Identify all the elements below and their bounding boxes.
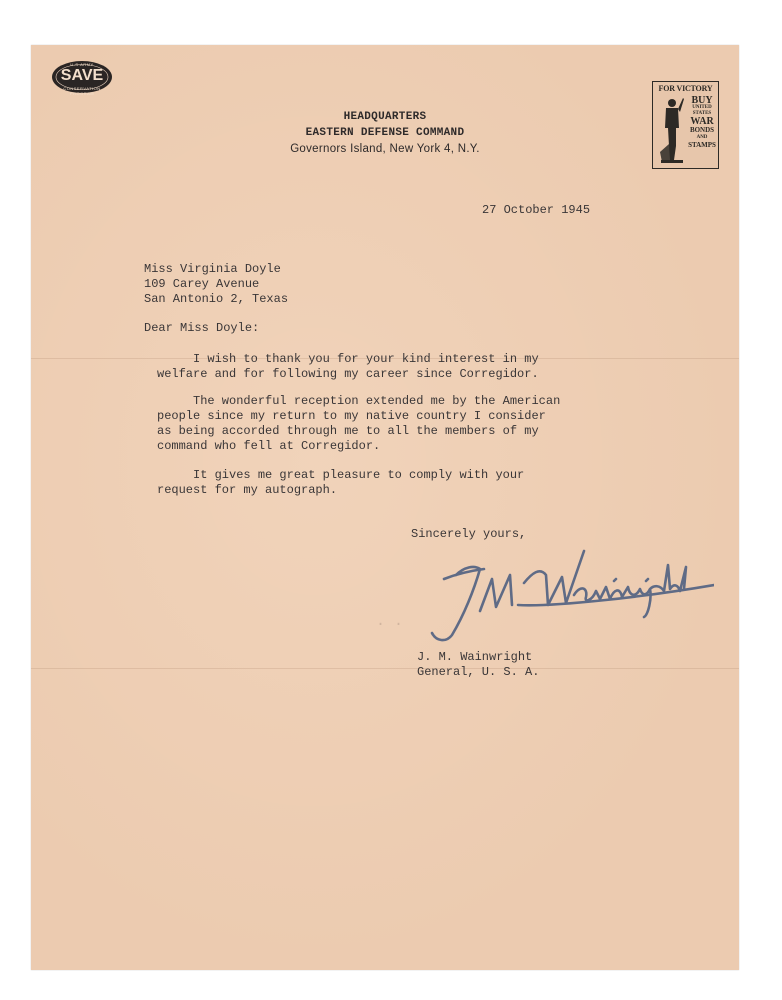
letterhead-line-3: Governors Island, New York 4, N.Y. xyxy=(290,143,480,155)
paragraph-1 xyxy=(157,352,617,382)
paragraph-3-line-2: request for my autograph. xyxy=(157,483,338,497)
signer-name: J. M. Wainwright xyxy=(417,650,533,664)
signer-title: General, U. S. A. xyxy=(417,665,540,679)
salutation: Dear Miss Doyle: xyxy=(144,321,260,335)
paragraph-2-line-4: command who fell at Corregidor. xyxy=(157,439,381,453)
recipient-city: San Antonio 2, Texas xyxy=(144,292,289,306)
stamp-buy: BUY xyxy=(691,95,713,106)
letterhead-line-2: EASTERN DEFENSE COMMAND xyxy=(305,127,465,139)
signature-icon xyxy=(414,545,714,645)
stamp-for-victory: FOR VICTORY xyxy=(658,84,713,93)
minuteman-icon xyxy=(657,94,687,166)
stamp-united-states: UNITED STATES xyxy=(692,105,712,116)
stamp-stamps: STAMPS xyxy=(688,141,716,149)
paragraph-2-line-2: people since my return to my native country I consider xyxy=(157,409,546,423)
war-bonds-stamp xyxy=(652,81,719,169)
faint-ink-mark: · · xyxy=(376,616,404,633)
letterhead xyxy=(31,109,739,157)
paragraph-2 xyxy=(157,394,617,454)
save-logo-ring-top: U.S.ARMY xyxy=(70,62,94,67)
paragraph-3-line-1: It gives me great pleasure to comply with your xyxy=(157,468,525,482)
save-logo-icon xyxy=(51,60,113,94)
closing: Sincerely yours, xyxy=(411,527,527,541)
paragraph-2-line-1: The wonderful reception extended me by the American xyxy=(157,394,561,408)
recipient-name: Miss Virginia Doyle xyxy=(144,262,281,276)
letterhead-line-1: HEADQUARTERS xyxy=(343,111,427,123)
save-logo-word: SAVE xyxy=(60,67,104,84)
letter-date: 27 October 1945 xyxy=(482,203,591,217)
paragraph-3 xyxy=(157,468,617,498)
recipient-street: 109 Carey Avenue xyxy=(144,277,260,291)
stamp-and: AND xyxy=(696,135,708,140)
paragraph-1-line-1: I wish to thank you for your kind interest in my xyxy=(157,352,539,366)
fold-line-bottom xyxy=(31,668,739,669)
paragraph-2-line-3: as being accorded through me to all the members of my xyxy=(157,424,539,438)
stamp-war: WAR xyxy=(690,116,714,127)
letter-sheet xyxy=(31,45,739,970)
stamp-bonds: BONDS xyxy=(689,126,715,134)
paragraph-1-line-2: welfare and for following my career since Corregidor. xyxy=(157,367,539,381)
save-logo-ring-bottom: CONSERVATION PROGRAM xyxy=(63,86,101,96)
